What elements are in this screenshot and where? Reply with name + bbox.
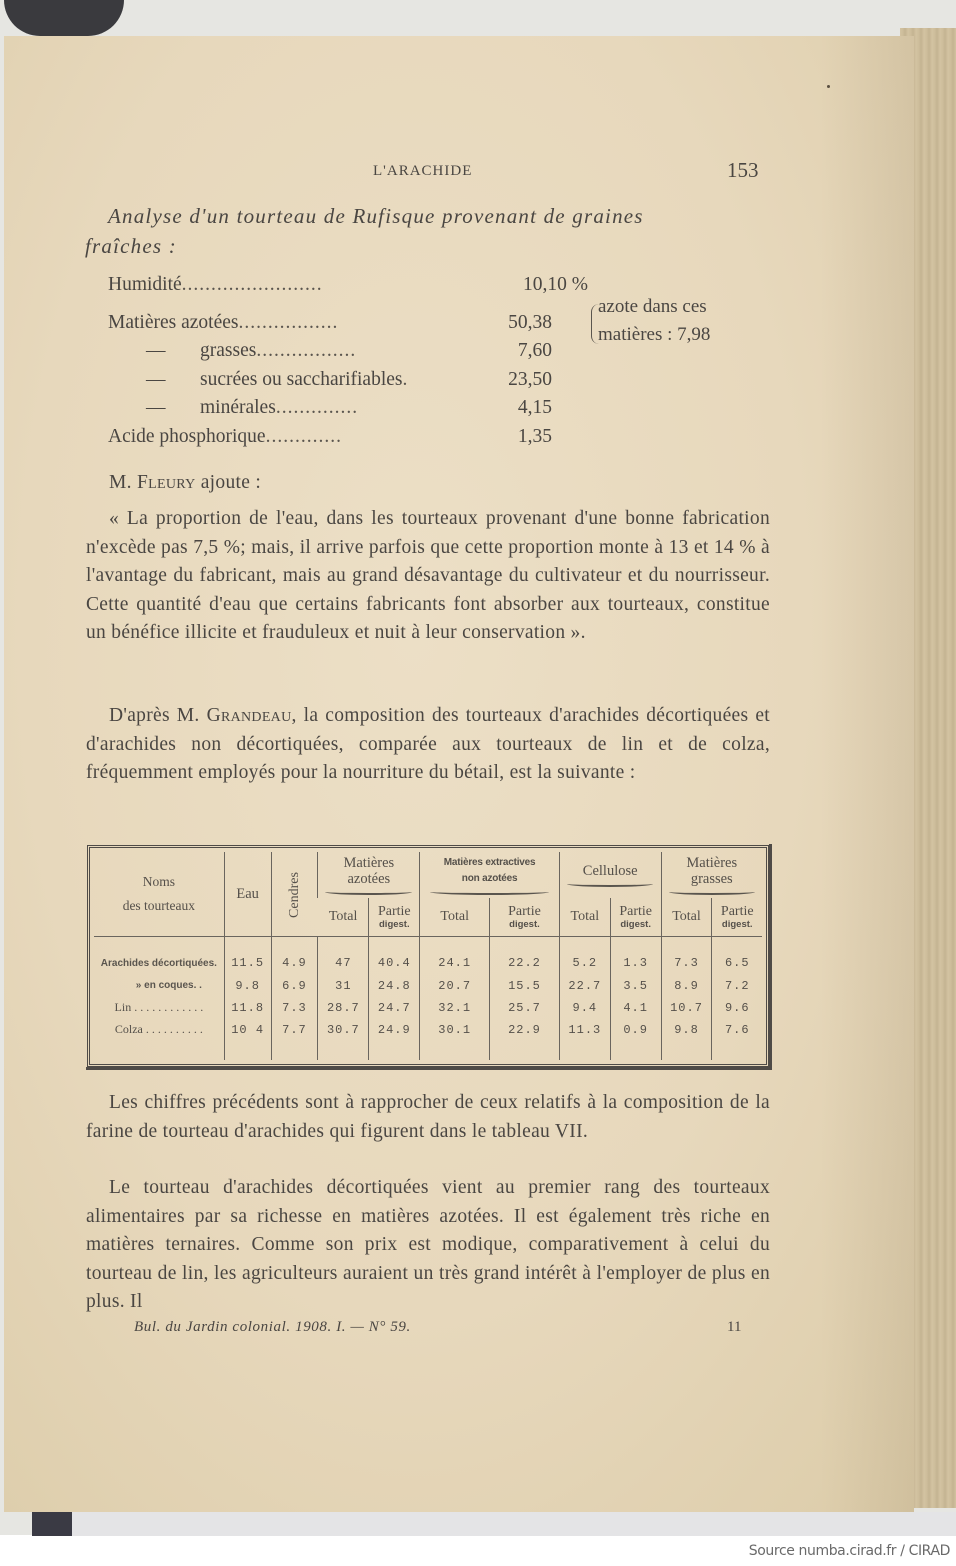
leader-dots: ............. [265, 425, 342, 447]
scanner-bed [72, 1512, 956, 1536]
text: ajoute : [195, 472, 262, 493]
page-gutter-shadow [820, 36, 914, 1512]
brace-ornament [325, 889, 412, 895]
composition-table [94, 852, 762, 1060]
cell-cell-digest: 3.5 [610, 974, 661, 996]
col-group-grasses [661, 852, 762, 898]
author-name: Grandeau [206, 705, 292, 726]
author-name: Fleury [137, 472, 196, 493]
header-text: Partie [377, 904, 411, 920]
cell-cendres: 6.9 [271, 974, 318, 996]
header-text: digest. [620, 919, 651, 931]
cell-extr-total: 32.1 [420, 997, 490, 1019]
analysis-value: 1,35 [517, 425, 552, 447]
cell-eau: 11.5 [224, 952, 271, 974]
cell-cell-total: 5.2 [559, 952, 610, 974]
cell-azot-digest: 24.9 [369, 1019, 420, 1041]
header-text: digest. [379, 919, 410, 931]
grandeau-paragraph [86, 702, 770, 788]
page-number: 153 [727, 158, 759, 182]
cell-gras-digest: 7.2 [712, 974, 762, 996]
header-text: azotées [347, 871, 391, 888]
header-text: Noms [142, 874, 175, 890]
analysis-label: Humidité [108, 274, 182, 295]
row-name: Colza . . . . . . . . . . [114, 1022, 203, 1037]
cell-cendres: 7.3 [271, 997, 318, 1019]
cell-eau: 11.8 [224, 997, 271, 1019]
header-text: non azotées [461, 873, 518, 885]
header-text: digest. [721, 919, 753, 931]
analysis-value: 7,60 [517, 340, 552, 361]
cell-azot-total: 31 [318, 974, 369, 996]
header-text: Matières extractives [443, 857, 536, 869]
after-table-paragraph-2: Le tourteau d'arachides décortiquées vient au premier rang des tourteaux alimentaires par sa richesse en matières azotées. Il est également très riche en matières ternaires. Comme son prix est modique, comparativement à celui du tourteau de lin, les agriculteurs auraient un très grand intérêt à l'employer de plus en plus. Il [86, 1177, 770, 1313]
header-text: Partie [619, 904, 652, 920]
running-title: L'ARACHIDE [373, 163, 473, 179]
brace-ornament [430, 889, 549, 895]
analysis-label: Acide phosphorique [108, 425, 266, 447]
leader-dots: . [402, 368, 409, 390]
leader-dots: .............. [275, 397, 359, 418]
analysis-title-line1: Analyse d'un tourteau de Rufisque provenant de graines [108, 204, 644, 228]
header-text: Matières [686, 855, 738, 872]
header-text: Matières [343, 855, 395, 872]
text: D'après M. [109, 705, 207, 726]
table-row [94, 952, 762, 974]
col-header-partie-digest [369, 898, 420, 937]
table-row [94, 1019, 762, 1041]
cell-gras-total: 7.3 [661, 952, 712, 974]
cell-azot-digest: 24.7 [369, 997, 420, 1019]
header-text: Partie [508, 904, 541, 920]
cell-eau: 10 4 [224, 1019, 271, 1041]
footer-citation: Bul. du Jardin colonial. 1908. I. — N° 59. [134, 1319, 411, 1335]
col-header-names [94, 852, 224, 937]
cell-cell-digest: 1.3 [610, 952, 661, 974]
cell-azot-total: 30.7 [318, 1019, 369, 1041]
cell-extr-digest: 22.9 [490, 1019, 560, 1041]
analysis-row [108, 394, 768, 423]
header-text: Cellulose [582, 863, 638, 880]
cell-azot-digest: 24.8 [369, 974, 420, 996]
leader-dots: ................. [238, 311, 339, 333]
analysis-row [108, 366, 768, 395]
cell-extr-total: 24.1 [420, 952, 490, 974]
table-row [94, 997, 762, 1019]
col-group-cellulose [559, 852, 661, 898]
cell-extr-digest: 25.7 [490, 997, 560, 1019]
col-header-cendres [271, 852, 318, 937]
cell-azot-digest: 40.4 [369, 952, 420, 974]
analysis-value: 50,38 [508, 311, 552, 333]
table-bottom-row [94, 1041, 762, 1060]
source-credit: Source numba.cirad.fr / CIRAD [748, 1543, 950, 1559]
cell-extr-total: 20.7 [420, 974, 490, 996]
analysis-label: grasses [200, 340, 257, 361]
col-header-total: Total [318, 898, 369, 937]
col-group-extractives [420, 852, 560, 898]
signature-number: 11 [727, 1319, 742, 1335]
leader-dots: ................. [256, 340, 357, 361]
analysis-value: 23,50 [508, 368, 552, 390]
cell-gras-digest: 6.5 [712, 952, 762, 974]
header-text: Cendres [286, 871, 302, 918]
cell-azot-total: 28.7 [318, 997, 369, 1019]
cell-cell-digest: 4.1 [610, 997, 661, 1019]
cell-gras-total: 8.9 [661, 974, 712, 996]
analysis-list [108, 271, 768, 451]
cell-cell-total: 22.7 [559, 974, 610, 996]
ditto-dash: — [146, 368, 166, 390]
analysis-title [85, 201, 765, 261]
nitrogen-note [598, 293, 710, 349]
note-line: matières : 7,98 [598, 324, 711, 345]
paper-speck [827, 85, 830, 88]
analysis-label: Matières azotées [108, 311, 239, 333]
header-text: grasses [690, 871, 733, 888]
cell-azot-total: 47 [318, 952, 369, 974]
row-name: Lin . . . . . . . . . . . . [114, 1000, 204, 1015]
table-header-row [94, 852, 762, 898]
analysis-label: sucrées ou saccharifiables [200, 368, 403, 390]
table-spacer-row [94, 937, 762, 952]
cell-cell-digest: 0.9 [610, 1019, 661, 1041]
col-header-partie-digest [610, 898, 661, 937]
cell-gras-digest: 9.6 [712, 997, 762, 1019]
analysis-label: minérales [200, 397, 276, 418]
scanner-clamp [4, 0, 124, 36]
note-line: azote dans ces [598, 296, 707, 317]
cell-extr-digest: 15.5 [490, 974, 560, 996]
cell-cendres: 4.9 [271, 952, 318, 974]
composition-table-frame [87, 845, 769, 1067]
analysis-row [108, 423, 768, 452]
cell-extr-digest: 22.2 [490, 952, 560, 974]
leader-dots: ........................ [181, 274, 323, 295]
analysis-value: 10,10 % [523, 274, 588, 295]
cell-gras-total: 9.8 [661, 1019, 712, 1041]
analysis-title-line2: fraîches : [85, 234, 177, 258]
col-header-partie-digest [490, 898, 560, 937]
col-group-azotees [318, 852, 420, 898]
scanner-bed-dark [32, 1512, 72, 1536]
brace-ornament [567, 881, 654, 887]
header-text: Partie [720, 904, 754, 920]
row-name: Arachides décortiquées. [100, 957, 217, 969]
cell-cell-total: 9.4 [559, 997, 610, 1019]
text: M. [109, 472, 137, 493]
col-header-total: Total [420, 898, 490, 937]
header-text: des tourteaux [122, 898, 196, 914]
analysis-value: 4,15 [517, 397, 552, 418]
header-text: digest. [509, 919, 540, 931]
row-name: » en coques. . [135, 980, 202, 992]
cell-gras-digest: 7.6 [712, 1019, 762, 1041]
cell-cendres: 7.7 [271, 1019, 318, 1041]
col-header-eau: Eau [224, 852, 271, 937]
fleury-intro [86, 469, 770, 498]
cell-gras-total: 10.7 [661, 997, 712, 1019]
ditto-dash: — [146, 397, 166, 418]
cell-cell-total: 11.3 [559, 1019, 610, 1041]
table-row [94, 974, 762, 996]
col-header-partie-digest [712, 898, 762, 937]
text: , la composition des tourteaux d'arachides décortiquées et d'arachides non décortiquées, comparée aux tourteaux de lin et de colza, fréquemment employés pour la nourriture du bétail, est la suivante : [86, 705, 770, 784]
col-header-total: Total [559, 898, 610, 937]
col-header-total: Total [661, 898, 712, 937]
cell-eau: 9.8 [224, 974, 271, 996]
ditto-dash: — [146, 340, 166, 361]
fleury-quote: « La proportion de l'eau, dans les tourteaux provenant d'une bonne fabrication n'excède pas 7,5 %; mais, il arrive parfois que cette proportion monte à 13 et 14 % à l'avantage du fabricant, mais au grand désavantage du cultivateur et du nourrisseur. Cette quantité d'eau que certains fabricants font absorber aux tourteaux, constitue un bénéfice illicite et frauduleux et nuit à leur conservation ». [86, 508, 770, 644]
brace-ornament [669, 889, 755, 895]
after-table-paragraph-1: Les chiffres précédents sont à rapprocher de ceux relatifs à la composition de la farine de tourteau d'arachides qui figurent dans le tableau VII. [86, 1092, 770, 1142]
cell-extr-total: 30.1 [420, 1019, 490, 1041]
